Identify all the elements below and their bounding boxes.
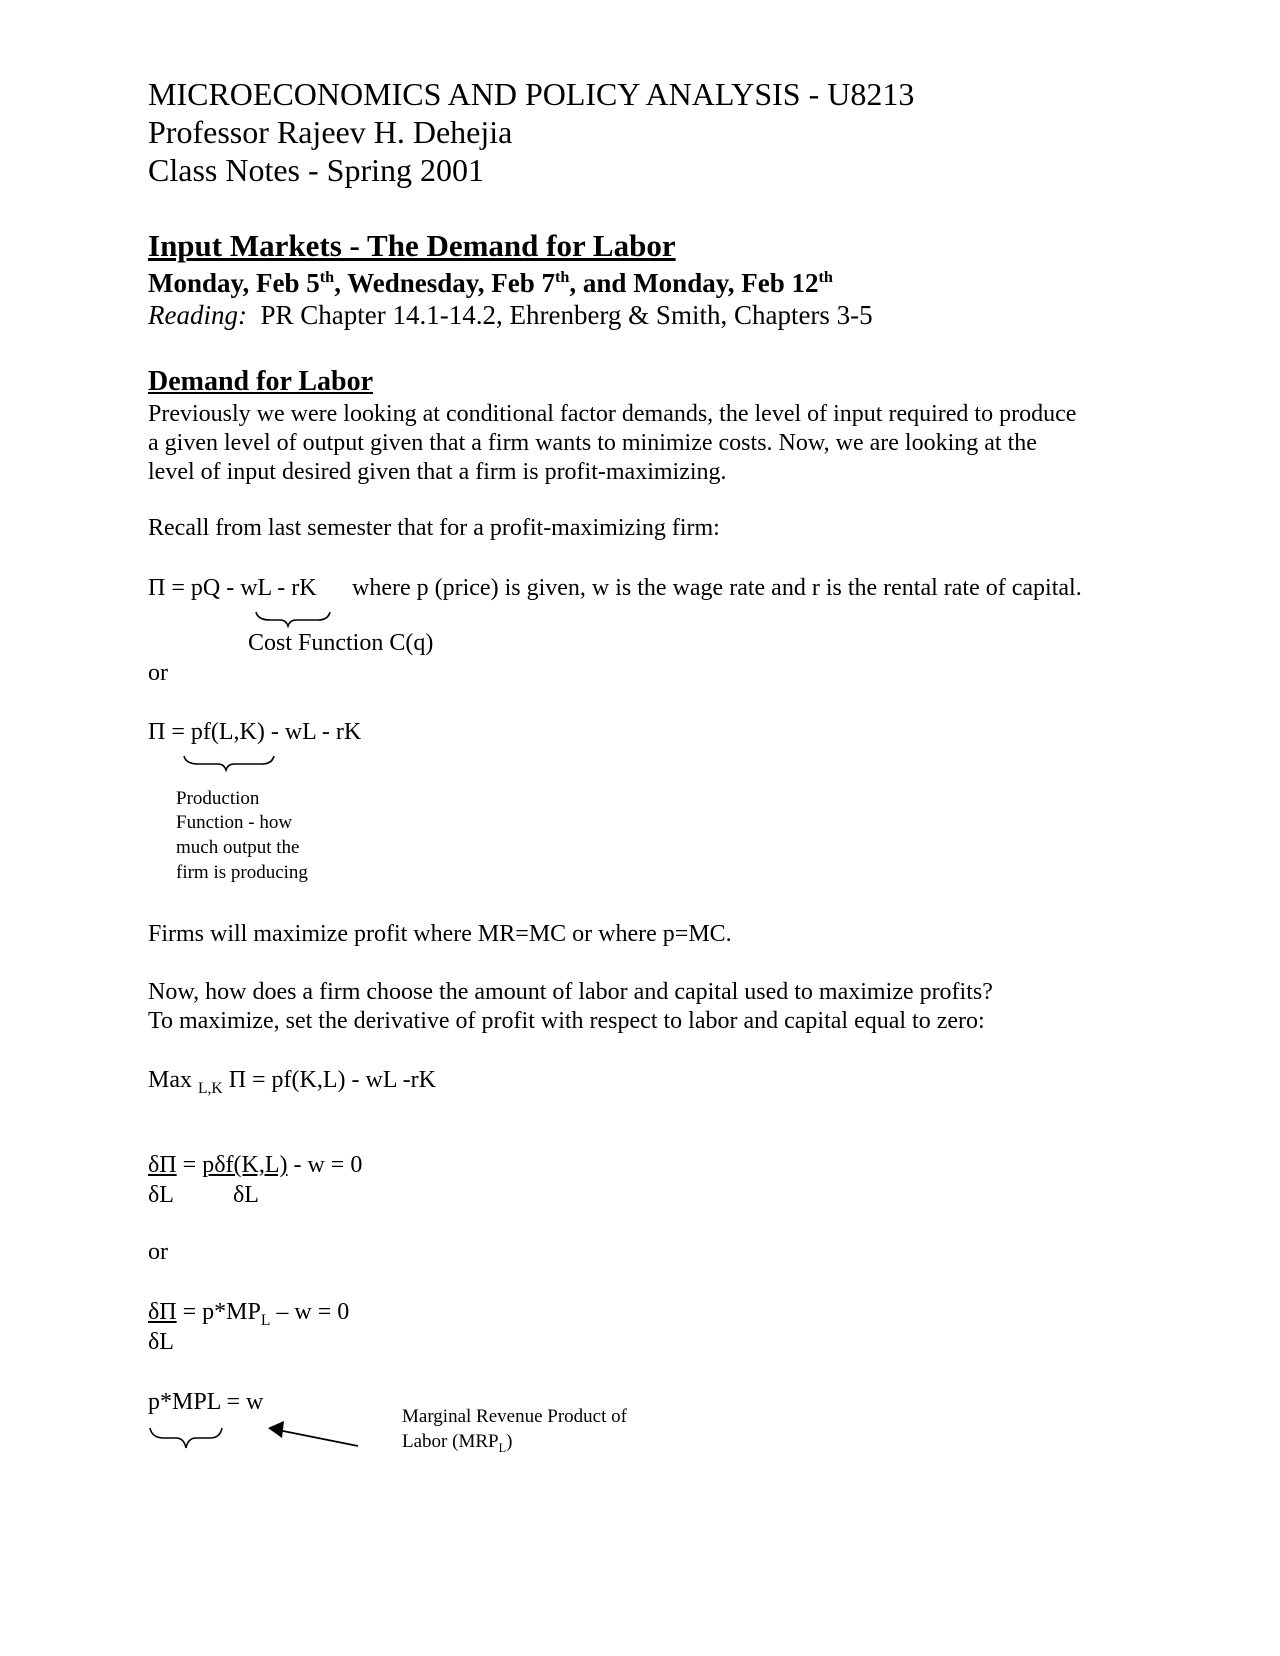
cost-function-label: Cost Function C(q) (248, 630, 434, 656)
mrpl-arrow-head (268, 1421, 284, 1438)
derivative-equation-2 (148, 1299, 350, 1329)
date-sup-1: th (319, 268, 335, 286)
reading-text: PR Chapter 14.1-14.2, Ehrenberg & Smith, Chapters 3-5 (260, 300, 873, 330)
derivative-2-middle: = p*MP (176, 1299, 261, 1325)
course-title: MICROECONOMICS AND POLICY ANALYSIS - U8213 (148, 76, 915, 112)
derivative-1-denominator-2: δL (233, 1182, 259, 1208)
lecture-dates (148, 270, 833, 297)
question-line-2: To maximize, set the derivative of profit with respect to labor and capital equal to zero: (148, 1008, 985, 1034)
profit-equation-1-note: where p (price) is given, w is the wage rate and r is the rental rate of capital. (352, 575, 1082, 601)
or-text-2: or (148, 1239, 168, 1265)
derivative-1-numerator-2: pδf(K,L) (202, 1152, 288, 1178)
production-label-line-3: much output the (176, 837, 300, 858)
professor-name: Professor Rajeev H. Dehejia (148, 114, 513, 150)
final-equation: p*MPL = w (148, 1389, 264, 1415)
derivative-equation-1 (148, 1153, 362, 1177)
mrpl-arrow-shaft (278, 1430, 358, 1446)
date-part-2: , Wednesday, Feb 7 (334, 268, 555, 298)
question-line-1: Now, how does a firm choose the amount of labor and capital used to maximize profits? (148, 979, 993, 1005)
recall-text: Recall from last semester that for a profit-maximizing firm: (148, 515, 720, 541)
max-label: Max (148, 1067, 198, 1093)
derivative-2-numerator: δΠ (148, 1299, 177, 1325)
mrpl-label-pre: Labor (MRP (402, 1431, 499, 1452)
max-equation (148, 1067, 436, 1097)
derivative-2-tail: – w = 0 (270, 1299, 350, 1325)
derivative-2-subscript: L (260, 1311, 271, 1329)
intro-line-3: level of input desired given that a firm is profit-maximizing. (148, 459, 727, 485)
derivative-2-denominator: δL (148, 1329, 174, 1355)
profit-equation-2: Π = pf(L,K) - wL - rK (148, 719, 362, 745)
mr-mc-statement: Firms will maximize profit where MR=MC or where p=MC. (148, 921, 732, 947)
mrpl-label-line-2 (402, 1431, 513, 1455)
mrpl-label-subscript: L (498, 1440, 507, 1455)
section-title: Demand for Labor (148, 366, 374, 397)
or-text-1: or (148, 660, 168, 686)
production-label-line-2: Function - how (176, 812, 293, 833)
class-notes-label: Class Notes - Spring 2001 (148, 152, 484, 188)
mrpl-label-line-1: Marginal Revenue Product of (402, 1406, 627, 1427)
mrpl-label-post: ) (506, 1431, 513, 1452)
derivative-1-denominator: δL (148, 1182, 174, 1208)
mrpl-brace (150, 1428, 222, 1448)
date-part-1: Monday, Feb 5 (148, 268, 320, 298)
intro-line-1: Previously we were looking at conditional factor demands, the level of input required to produce (148, 401, 1077, 427)
production-label-line-1: Production (176, 788, 260, 809)
date-sup-3: th (818, 268, 833, 286)
derivative-1-equals: = (176, 1152, 203, 1178)
reading-line (148, 302, 873, 329)
derivative-1-tail: - w = 0 (287, 1152, 363, 1178)
profit-equation-1: Π = pQ - wL - rK (148, 575, 317, 601)
intro-line-2: a given level of output given that a firm wants to minimize costs. Now, we are looking at the (148, 430, 1037, 456)
production-label-line-4: firm is producing (176, 862, 308, 883)
max-subscript: L,K (198, 1079, 223, 1097)
date-part-3: , and Monday, Feb 12 (569, 268, 819, 298)
date-sup-2: th (555, 268, 570, 286)
derivative-1-numerator: δΠ (148, 1152, 177, 1178)
production-function-brace (184, 756, 274, 770)
reading-label: Reading: (148, 300, 247, 330)
lecture-title: Input Markets - The Demand for Labor (148, 228, 676, 263)
cost-function-brace (256, 612, 330, 626)
max-expression: Π = pf(K,L) - wL -rK (222, 1067, 436, 1093)
